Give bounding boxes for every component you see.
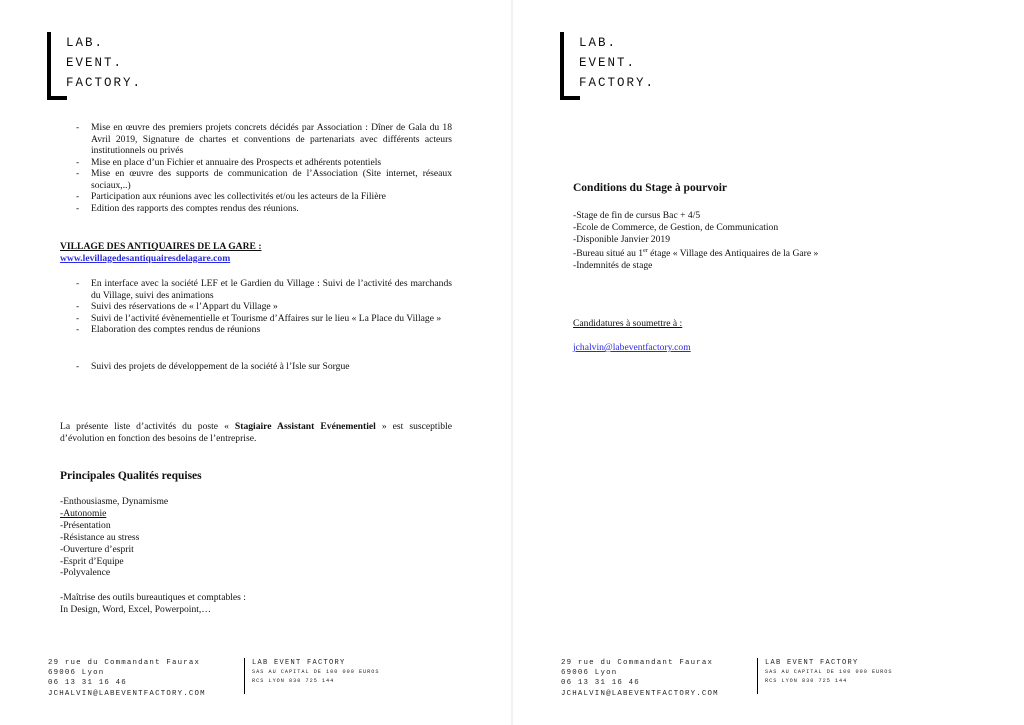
office-text-end: étage « Village des Antiquaires de la Gare »: [647, 247, 819, 259]
conditions-heading: Conditions du Stage à pourvoir: [573, 182, 728, 194]
footer-divider: [244, 658, 245, 694]
village-title: VILLAGE DES ANTIQUAIRES DE LA GARE :: [60, 241, 262, 252]
office-text-start: -Bureau situé au 1: [573, 247, 644, 259]
tasks-list-extra: [76, 361, 452, 373]
quality-item: -Présentation: [60, 519, 111, 531]
lab-event-factory-logo: [560, 32, 690, 102]
quality-item: -Autonomie: [60, 507, 107, 519]
paragraph-job-title: Stagiaire Assistant Evénementiel: [234, 421, 376, 432]
office-superscript: er: [643, 247, 648, 254]
quality-item: -Résistance au stress: [60, 531, 140, 543]
footer-company: [252, 658, 380, 685]
logo-line-3: FACTORY.: [579, 76, 656, 90]
paragraph-text-end: » est susceptible d’évolution en fonction des besoins de l’entreprise.: [60, 421, 452, 444]
lab-event-factory-logo: [47, 32, 177, 102]
footer-phone: 06 13 31 16 46: [48, 679, 127, 688]
footer-contact: [561, 658, 719, 699]
footer-capital: SAS AU CAPITAL DE 100 000 EUROS: [252, 669, 380, 675]
list-item: - Elaboration des comptes rendus de réunions: [76, 324, 452, 336]
contact-email-link[interactable]: jchalvin@labeventfactory.com: [573, 342, 691, 353]
logo-bar-horizontal: [560, 96, 580, 100]
logo-line-3: FACTORY.: [66, 76, 143, 90]
quality-item: -Enthousiasme, Dynamisme: [60, 496, 169, 507]
footer-company: [765, 658, 893, 685]
village-website-link[interactable]: www.levillagedesantiquairesdelagare.com: [60, 253, 231, 264]
email-wrap: [573, 342, 691, 354]
list-item: - En interface avec la société LEF et le Gardien du Village : Suivi de l’activité des marchands du Village, suivi des animations: [76, 278, 452, 301]
logo-bar-vertical: [47, 32, 51, 100]
logo-line-1: LAB.: [579, 36, 618, 50]
quality-item: -Ouverture d’esprit: [60, 543, 134, 555]
footer-company-name: LAB EVENT FACTORY: [252, 659, 346, 667]
quality-item: -Polyvalence: [60, 567, 111, 579]
footer-address-2: 69006 Lyon: [561, 669, 618, 678]
tasks-list-association: [76, 122, 452, 214]
quality-item: -Esprit d’Equipe: [60, 555, 124, 567]
paragraph-text-start: La présente liste d’activités du poste «: [60, 421, 235, 432]
list-item: - Suivi des réservations de « l’Appart du Village »: [76, 301, 452, 313]
tools-line-2: In Design, Word, Excel, Powerpoint,…: [60, 603, 211, 615]
activities-paragraph: [60, 421, 452, 444]
village-link-wrap: [60, 253, 230, 265]
logo-line-2: EVENT.: [66, 56, 124, 70]
logo-text: [579, 33, 655, 93]
village-heading: [60, 241, 262, 253]
tools-line-1: -Maîtrise des outils bureautiques et comptables :: [60, 592, 246, 603]
list-item: - Participation aux réunions avec les collectivités et/ou les acteurs de la Filière: [76, 191, 452, 203]
qualities-list: [60, 496, 168, 579]
list-item: - Mise en œuvre des premiers projets concrets décidés par Association : Dîner de Gala du 18 Avril 2019, Signature de chartes et conventions de partenariats avec différents acteurs institutionnels ou privés: [76, 122, 452, 157]
logo-text: [66, 33, 142, 93]
tools-block: [60, 592, 246, 616]
footer-capital: SAS AU CAPITAL DE 100 000 EUROS: [765, 669, 893, 675]
condition-item: -Ecole de Commerce, de Gestion, de Communication: [573, 221, 779, 233]
list-item: - Suivi de l’activité évènementielle et Tourisme d’Affaires sur le lieu « La Place du Village »: [76, 313, 452, 325]
list-item: - Suivi des projets de développement de la société à l’Isle sur Sorgue: [76, 361, 452, 373]
footer-address-1: 29 rue du Commandant Faurax: [561, 659, 714, 667]
tasks-list-village: [76, 278, 452, 336]
logo-bar-vertical: [560, 32, 564, 100]
footer-email: JCHALVIN@LABEVENTFACTORY.COM: [561, 689, 719, 698]
footer-address-1: 29 rue du Commandant Faurax: [48, 659, 201, 667]
logo-line-2: EVENT.: [579, 56, 637, 70]
footer-address-2: 69006 Lyon: [48, 669, 105, 678]
candidatures-label: Candidatures à soumettre à :: [573, 318, 683, 329]
conditions-list: [573, 210, 818, 272]
document-page-right: [513, 0, 1024, 725]
condition-item: -Indemnités de stage: [573, 259, 653, 271]
footer-email: JCHALVIN@LABEVENTFACTORY.COM: [48, 689, 206, 698]
document-page-left: [0, 0, 511, 725]
list-item: - Edition des rapports des comptes rendus des réunions.: [76, 203, 452, 215]
footer-company-name: LAB EVENT FACTORY: [765, 659, 859, 667]
condition-item: -Stage de fin de cursus Bac + 4/5: [573, 210, 701, 221]
footer-rcs: RCS LYON 830 725 144: [252, 677, 335, 684]
footer-contact: [48, 658, 206, 699]
logo-line-1: LAB.: [66, 36, 105, 50]
list-item: - Mise en place d’un Fichier et annuaire des Prospects et adhérents potentiels: [76, 157, 452, 169]
qualities-heading: Principales Qualités requises: [60, 470, 202, 482]
footer-rcs: RCS LYON 830 725 144: [765, 677, 848, 684]
logo-bar-horizontal: [47, 96, 67, 100]
footer-divider: [757, 658, 758, 694]
footer-phone: 06 13 31 16 46: [561, 679, 640, 688]
condition-item: -Disponible Janvier 2019: [573, 233, 670, 245]
list-item: - Mise en œuvre des supports de communication de l’Association (Site internet, réseaux sociaux,..): [76, 168, 452, 191]
condition-item-office: [573, 246, 818, 260]
